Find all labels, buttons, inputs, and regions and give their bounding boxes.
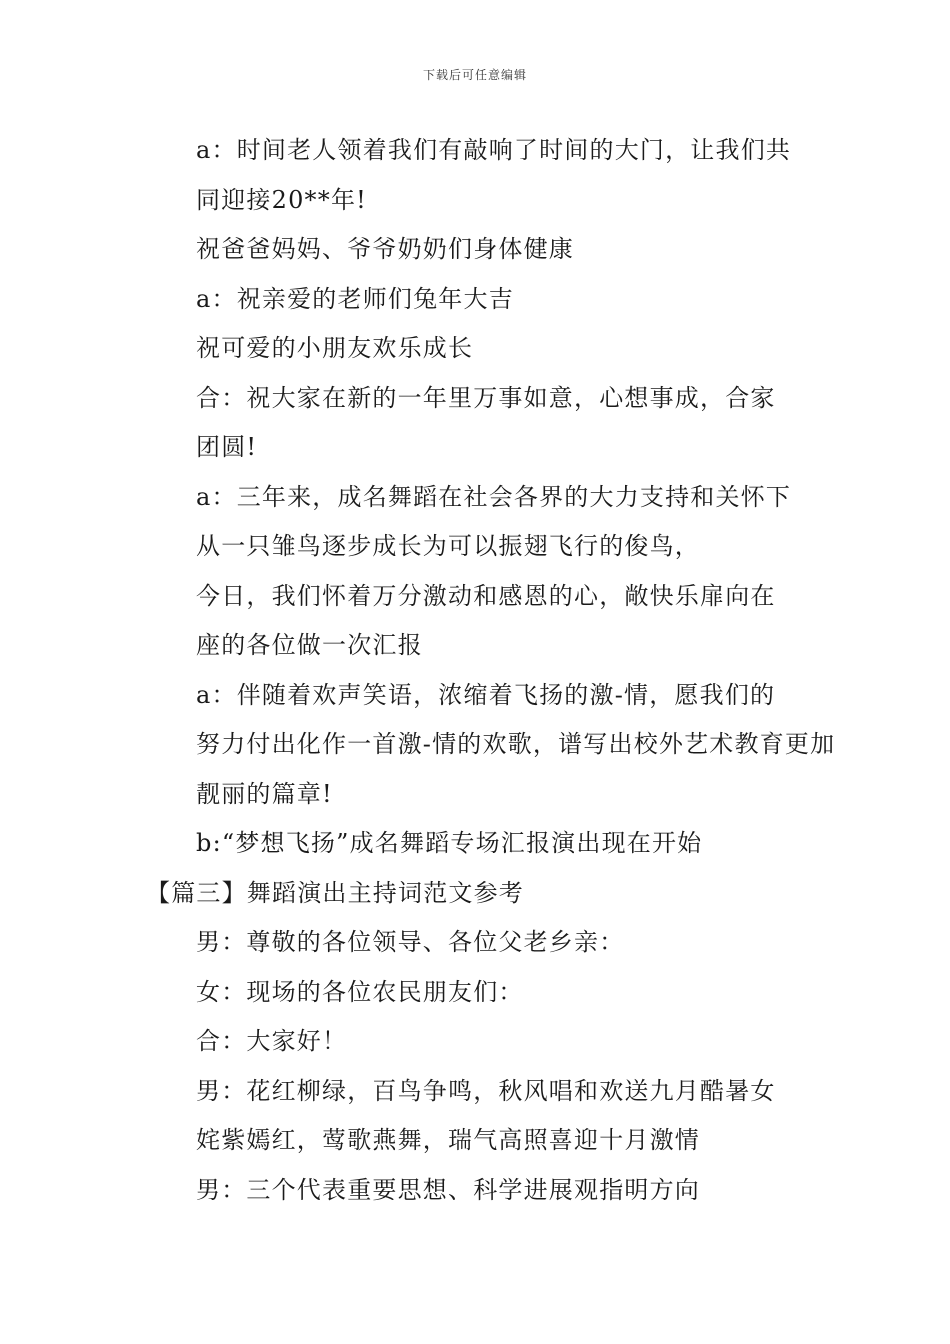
text-line: 同迎接20**年!: [196, 185, 367, 214]
paragraph: [146, 819, 810, 869]
paragraph: [146, 126, 810, 225]
text-line: 努力付出化作一首激-情的欢歌，谱写出校外艺术教育更加: [196, 730, 836, 758]
text-line: 男：花红柳绿，百鸟争鸣，秋风唱和欢送九月酷暑女: [196, 1076, 776, 1105]
paragraph: [146, 918, 810, 968]
text-line: 男：三个代表重要思想、科学进展观指明方向: [196, 1175, 700, 1204]
text-line: a：三年来，成名舞蹈在社会各界的大力支持和关怀下: [196, 482, 792, 511]
text-line: a：伴随着欢声笑语，浓缩着飞扬的激-情，愿我们的: [196, 680, 776, 709]
paragraph: [146, 473, 810, 572]
text-line: 女：现场的各位农民朋友们：: [196, 977, 524, 1006]
section-heading: [146, 869, 810, 919]
paragraph: [146, 671, 836, 820]
text-line: 祝爸爸妈妈、爷爷奶奶们身体健康: [196, 235, 574, 263]
text-line: 座的各位做一次汇报: [196, 631, 423, 659]
document-body: [146, 126, 836, 1215]
paragraph: [146, 1017, 810, 1067]
paragraph: [146, 968, 810, 1018]
text-line: 【篇三】舞蹈演出主持词范文参考: [146, 878, 524, 907]
text-line: 靓丽的篇章!: [196, 779, 333, 808]
paragraph: [146, 1166, 810, 1216]
text-line: a：祝亲爱的老师们兔年大吉: [196, 284, 514, 313]
paragraph: [146, 1067, 810, 1166]
text-line: b:“梦想飞扬”成名舞蹈专场汇报演出现在开始: [196, 829, 703, 857]
text-line: 祝可爱的小朋友欢乐成长: [196, 334, 474, 362]
text-line: 男：尊敬的各位领导、各位父老乡亲：: [196, 928, 625, 956]
paragraph: [146, 374, 810, 473]
paragraph: [146, 275, 810, 325]
text-line: a：时间老人领着我们有敲响了时间的大门，让我们共: [196, 136, 792, 164]
paragraph: [146, 324, 810, 374]
text-line: 合：祝大家在新的一年里万事如意，心想事成，合家: [196, 383, 776, 412]
paragraph: [146, 225, 810, 275]
text-line: 今日，我们怀着万分激动和感恩的心，敞快乐扉向在: [196, 581, 776, 610]
text-line: 姹紫嫣红，莺歌燕舞，瑞气高照喜迎十月激情: [196, 1126, 700, 1154]
page-header: 下载后可任意编辑: [422, 68, 527, 82]
paragraph: [146, 572, 810, 671]
text-line: 合：大家好！: [196, 1027, 348, 1055]
text-line: 从一只雏鸟逐步成长为可以振翅飞行的俊鸟，: [196, 532, 700, 560]
text-line: 团圆!: [196, 433, 258, 461]
